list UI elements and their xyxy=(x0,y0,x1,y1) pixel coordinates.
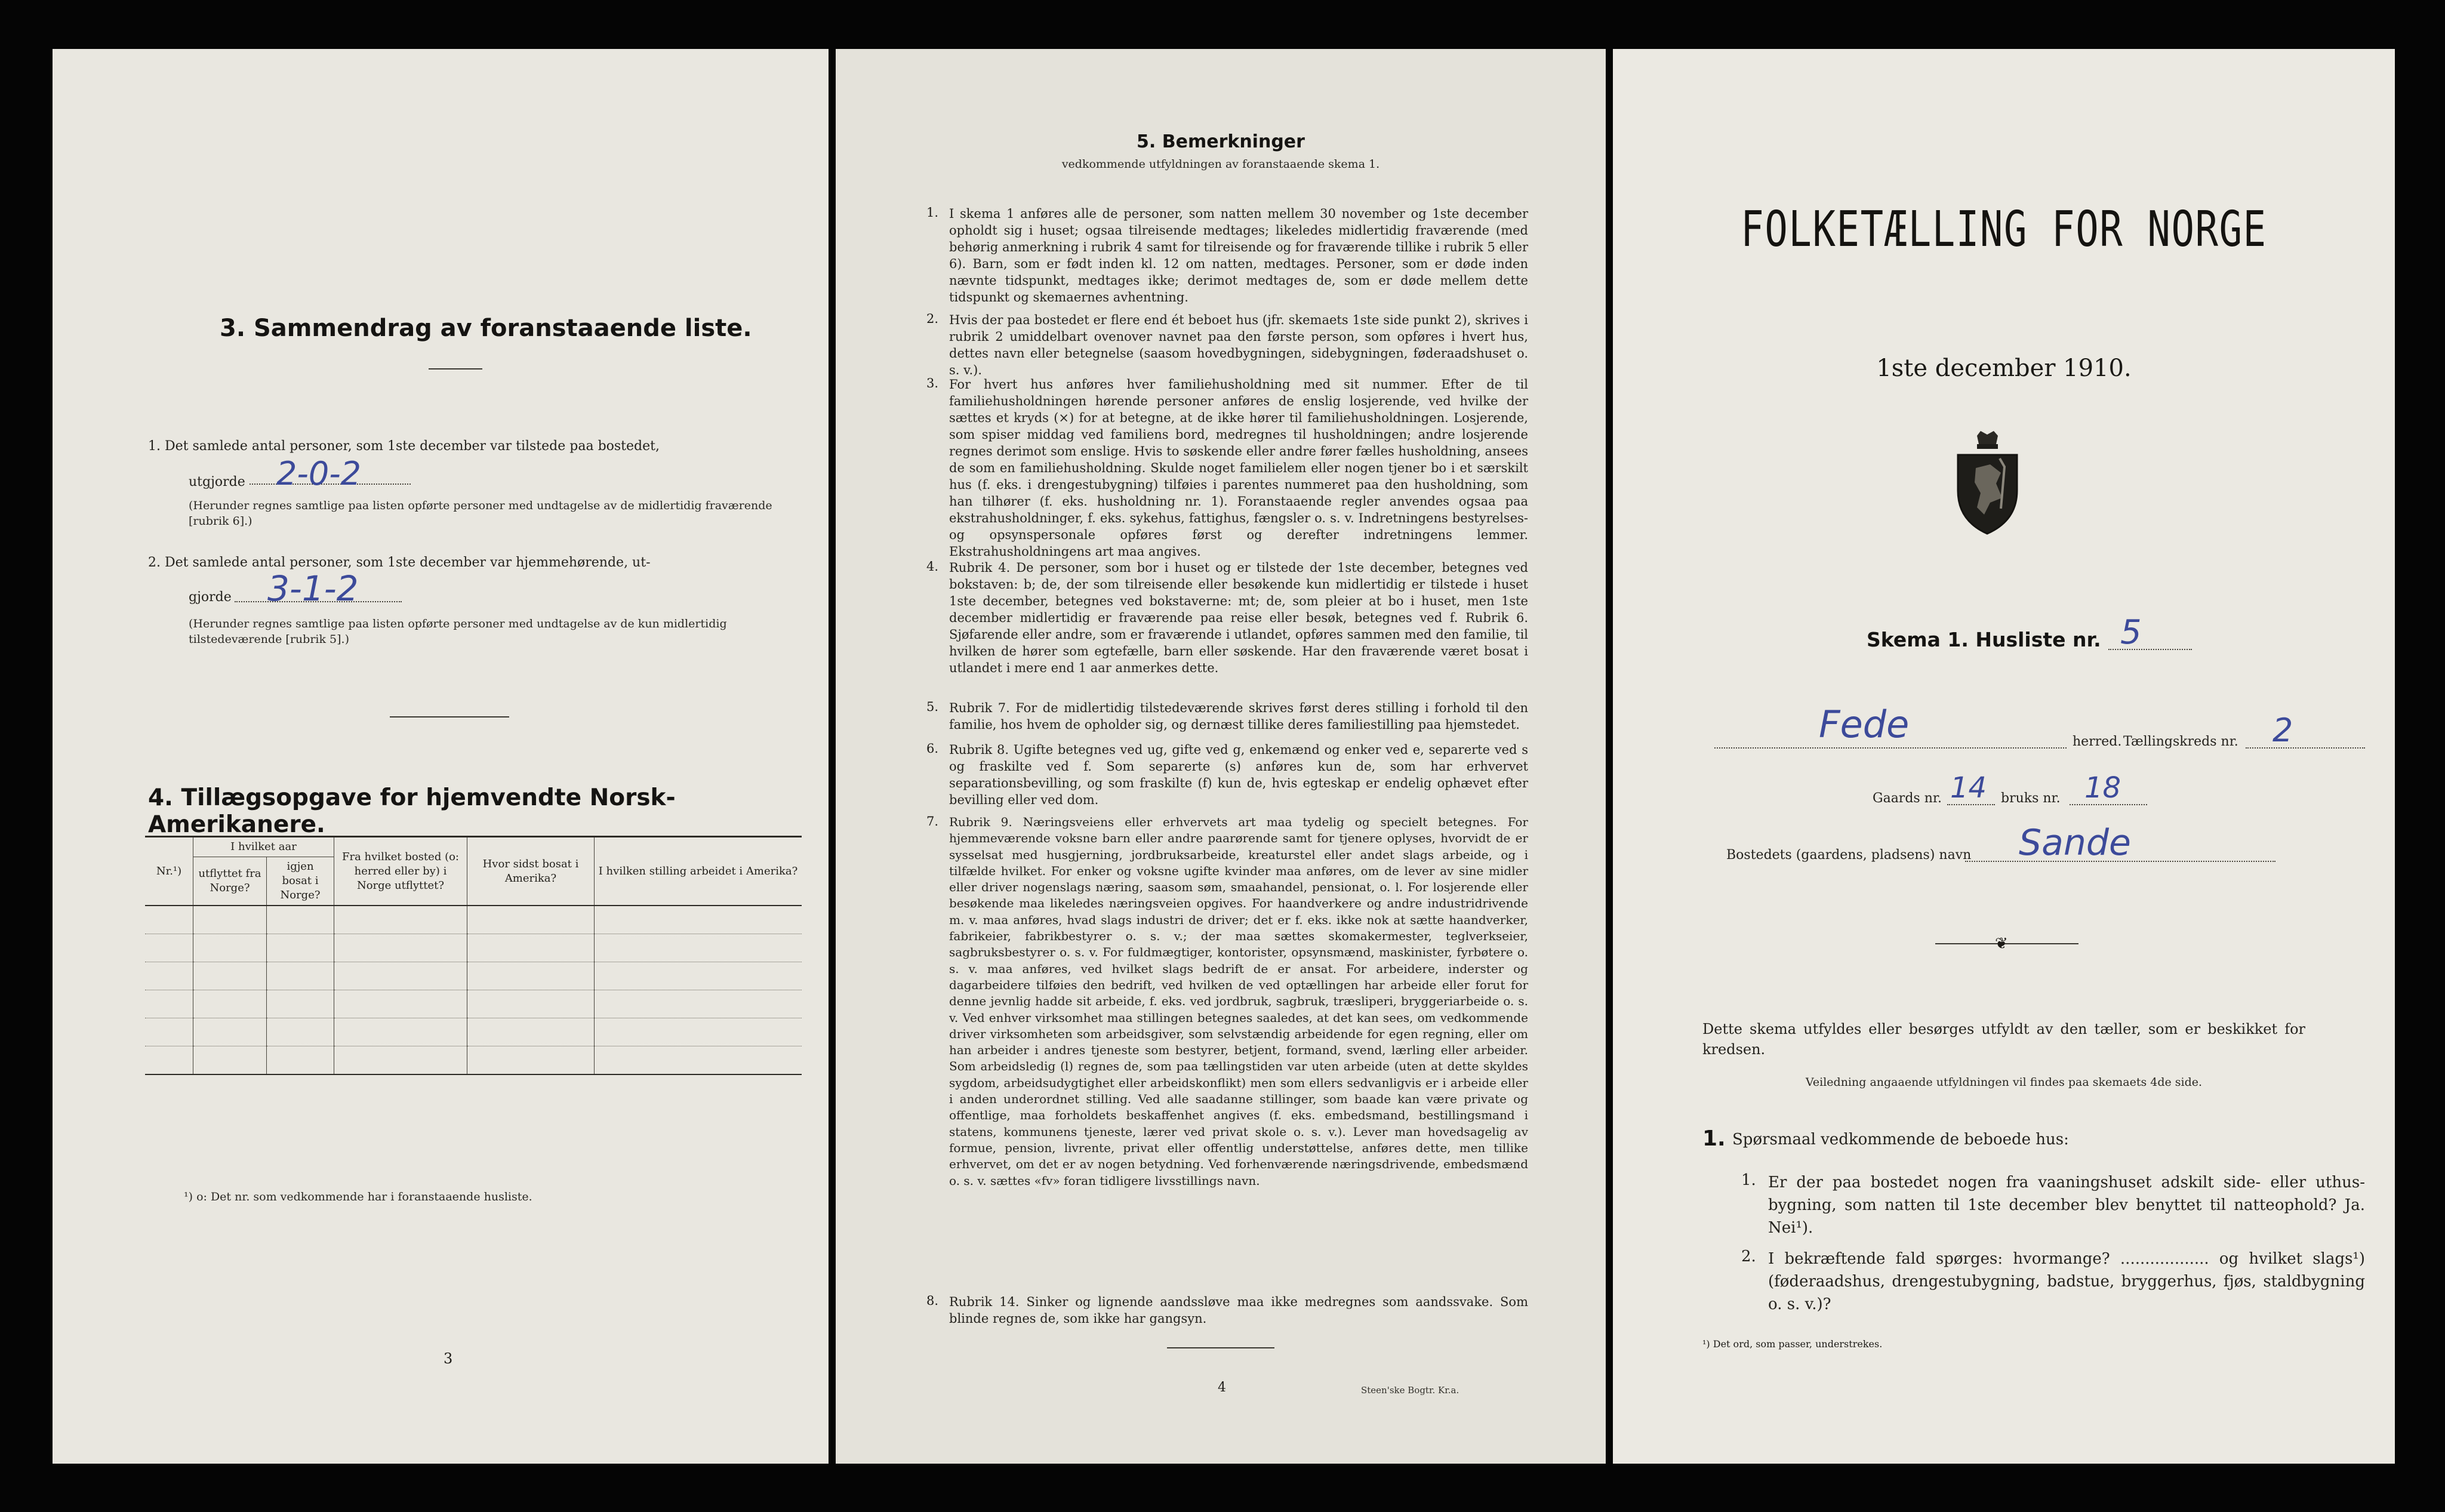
kreds-label: Tællingskreds nr. xyxy=(2123,734,2238,749)
col-stilling: I hvilken stilling arbeidet i Amerika? xyxy=(595,837,802,906)
item1-handwritten-value: 2-0-2 xyxy=(276,455,362,492)
footnote: ¹) Det ord, som passer, understrekes. xyxy=(1702,1338,1883,1350)
printer-mark: Steen'ske Bogtr. Kr.a. xyxy=(1361,1385,1459,1396)
page-middle xyxy=(836,49,1606,1464)
section4-footnote: ¹) o: Det nr. som vedkommende har i foranstaaende husliste. xyxy=(184,1190,532,1203)
section3-item2: 2. Det samlede antal personer, som 1ste december var hjemmehørende, ut- xyxy=(148,555,651,570)
section4-title: 4. Tillægsopgave for hjemvendte Norsk-Amerikanere. xyxy=(148,784,676,838)
item2-handwritten-value: 3-1-2 xyxy=(267,568,359,609)
bruks-value: 18 xyxy=(2084,771,2121,805)
bruks-label: bruks nr. xyxy=(2001,791,2061,806)
remark-item-5: Rubrik 7. For de midlertidig tilstedeværende skrives først deres stilling i forhold til den familie, hos hvem de opholder sig, og dernæst tillike deres familiestilling paa hjemstedet. xyxy=(949,701,1528,732)
dotted-line xyxy=(2246,747,2365,749)
item-number: 7. xyxy=(926,814,939,829)
item-number: 8. xyxy=(926,1294,939,1308)
item-number: 2. xyxy=(926,312,939,326)
table-row xyxy=(145,1018,802,1046)
remark-item-4: Rubrik 4. De personer, som bor i huset og er tilstede der 1ste december, betegnes ved bokstaven: b; de, der som tilreisende eller besøkende kun midlertidig er tilstede i huset 1ste december, betegnes ved bokstaverne: mt; de, som pleier at bo i huset, men 1ste december midlertidig er fraværende paa reise eller besøk, betegnes ved f. Rubrik 6. Sjøfarende eller andre, som er fraværende i utlandet, opføres sammen med den familie, til hvilken de hører som egtefælle, barn eller søskende. Har den fraværende været bosat i utlandet i mere end 1 aar anmerkes dette. xyxy=(949,561,1528,675)
question-1: Er der paa bostedet nogen fra vaaningshuset adskilt side- eller uthus-bygning, som natten til 1ste december blev benyttet til natteophold? Ja. Nei¹). xyxy=(1768,1174,2365,1237)
coat-of-arms-icon xyxy=(1953,431,2022,535)
col-nr: Nr.¹) xyxy=(145,837,193,906)
remark-item-1: I skema 1 anføres alle de personer, som natten mellem 30 november og 1ste december opholdt sig i huset; ogsaa tilreisende medtages; likeledes midlertidig fraværende (med behørig anmerkning i rubrik 4 samt for tilreisende og for fraværende tillike i rubrik 5 eller 6). Barn, som er født inden kl. 12 om natten, medtages. Personer, som er døde inden nævnte tidspunkt, medtages ikke; derimot medtages de, som er døde mellem dette tidspunkt og skemaernes avhentning. xyxy=(949,207,1528,304)
census-date: 1ste december 1910. xyxy=(1876,355,2132,382)
item-number: 4. xyxy=(926,559,939,574)
remark-item-8: Rubrik 14. Sinker og lignende aandssløve maa ikke medregnes som aandssvake. Som blinde regnes de, som ikke har gangsyn. xyxy=(949,1295,1528,1326)
question-heading-number: 1. xyxy=(1702,1126,1726,1151)
table-row xyxy=(145,990,802,1018)
item-number: 1. xyxy=(926,205,939,220)
husliste-nr-value: 5 xyxy=(2120,613,2142,652)
remark-item-3: For hvert hus anføres hver familiehusholdning med sit nummer. Efter de til familiehusholdningen hørende personer anføres de enslig losjerende, ved hvilke der sættes et kryds (×) for at betegne, at de ikke hører til familiehusholdningen. Losjerende, som spiser middag ved familiens bord, medregnes til husholdningen; andre losjerende regnes derimot som enslige. Hvis to søskende eller andre fører fælles husholdning, ansees de som en familiehusholdning. Skulde noget familielem eller nogen tjener bo i et særskilt hus (f. eks. i drengestubygning) tilføies i parentes nummeret paa den husholdning, som han tilhører (f. eks. husholdning nr. 1). Foranstaaende regler anvendes ogsaa paa ekstrahusholdninger, f. eks. sykehus, fattighus, fængsler o. s. v. Indretningens bestyrelses- og opsynspersonale opføres først og derefter indretningens lemmer. Ekstrahusholdningens art maa angives. xyxy=(949,377,1528,559)
remark-item-7: Rubrik 9. Næringsveiens eller erhvervets art maa tydelig og specielt betegnes. For hjemmeværende voksne barn eller andre paarørende samt for tjenere oplyses, hvorvidt de er sysselsat med husgjerning, jordbruksarbeide, kreaturstel eller andet slags arbeide, og i tilfælde hvilket. For enker og voksne ugifte kvinder maa anføres, om de lever av sine midler eller driver nogenslags næring, saasom søm, smaahandel, pensionat, o. l. For losjerende eller besøkende maa likeledes næringsveien opgives. For haandverkere og andre industridrivende m. v. maa anføres, hvad slags industri de driver; det er f. eks. ikke nok at sætte haandverker, fabrikeier, fabrikbestyrer o. s. v.; der maa sættes skomakermester, teglverkseier, sagbruksbestyrer o. s. v. For fuldmægtiger, kontorister, opsynsmænd, maskinister, fyrbøtere o. s. v. maa anføres, ved hvilket slags bedrift de er ansat. For arbeidere, inderster og dagarbeidere tilføies den bedrift, ved hvilken de ved optællingen har arbeide eller forut for denne jevnlig hadde sit arbeide, f. eks. ved jordbruk, sagbruk, træsliperi, bryggeriarbeide o. s. v. Ved enhver virksomhet maa stillingen betegnes saaledes, at det kan sees, om vedkommende driver virksomheten som arbeidsgiver, som selvstændig arbeidende for egen regning, eller om han arbeider i andres tjeneste som bestyrer, betjent, formand, svend, lærling eller arbeider. Som arbeidsledig (l) regnes de, som paa tællingstiden var uten arbeide (uten at dette skyldes sygdom, arbeidsudygtighet eller arbeidskonflikt) men som ellers sedvanligvis er i arbeide eller i anden underordnet stilling. Ved alle saadanne stillinger, som baade kan være private og offentlige, maa forholdets beskaffenhet angives (f. eks. embedsmand, bestillingsmand i statens, kommunens tjeneste, lærer ved privat skole o. s. v.). Lever man hovedsagelig av formue, pension, livrente, privat eller offentlig understøttelse, anføres dette, men tillike erhvervet, om det er av nogen betydning. Ved forhenværende næringsdrivende, embedsmænd o. s. v. sættes «fv» foran tidligere livsstillings navn. xyxy=(949,815,1528,1188)
bosted-value: Sande xyxy=(2019,822,2131,864)
table-row xyxy=(145,962,802,990)
divider xyxy=(390,716,509,717)
section3-item2-label: gjorde xyxy=(189,590,232,605)
table-row xyxy=(145,1046,802,1075)
col-group: I hvilket aar xyxy=(193,837,334,857)
ornament-icon: ❦ xyxy=(1995,935,2008,953)
divider xyxy=(429,368,482,369)
question-2-number: 2. xyxy=(1741,1248,1756,1265)
section3-title: 3. Sammendrag av foranstaaende liste. xyxy=(220,315,752,342)
kreds-value: 2 xyxy=(2272,712,2293,749)
remark-item-6: Rubrik 8. Ugifte betegnes ved ug, gifte ved g, enkemænd og enker ved e, separerte ved s og fraskilte ved f. Som separerte (s) anføres kun de, som har erhvervet separationsbevilling, og som fraskilte (f) kun de, hvis egteskap er endelig ophævet efter bevilling eller ved dom. xyxy=(949,743,1528,807)
gaards-value: 14 xyxy=(1950,771,1987,805)
item-number: 5. xyxy=(926,700,939,714)
herred-label: herred. xyxy=(2073,734,2122,749)
herred-value: Fede xyxy=(1819,703,1910,746)
schema-label: Skema 1. Husliste nr. xyxy=(1867,628,2101,651)
table-row xyxy=(145,906,802,934)
col-utflyttet: utflyttet fra Norge? xyxy=(193,857,267,906)
section4-table xyxy=(145,837,802,1075)
page-number: 3 xyxy=(444,1350,453,1367)
question-2: I bekræftende fald spørges: hvormange? .................. og hvilket slags¹) (føderaadshus, drengestubygning, badstue, bryggerhus, fjøs, staldbygning o. s. v.)? xyxy=(1768,1250,2365,1313)
section3-item1-label: utgjorde xyxy=(189,475,245,489)
item-number: 6. xyxy=(926,741,939,756)
instruction-small: Veiledning angaaende utfyldningen vil findes paa skemaets 4de side. xyxy=(1805,1076,2203,1089)
dotted-line xyxy=(1714,747,2067,749)
instruction-text: Dette skema utfyldes eller besørges utfyldt av den tæller, som er beskikket for kredsen. xyxy=(1702,1021,2305,1058)
table-row xyxy=(145,934,802,962)
gaards-label: Gaards nr. xyxy=(1873,791,1942,806)
page-left xyxy=(53,49,829,1464)
remarks-title: 5. Bemerkninger xyxy=(1137,131,1305,152)
question-1-number: 1. xyxy=(1741,1171,1756,1189)
section3-item1-note: (Herunder regnes samtlige paa listen opførte personer med undtagelse av de midlertidig fraværende [rubrik 6].) xyxy=(189,499,772,528)
question-heading: Spørsmaal vedkommende de beboede hus: xyxy=(1732,1131,2069,1148)
section4-table-wrap xyxy=(145,836,802,1075)
main-title: FOLKETÆLLING FOR NORGE xyxy=(1741,201,2267,258)
col-amerika: Hvor sidst bosat i Amerika? xyxy=(467,837,595,906)
remark-item-2: Hvis der paa bostedet er flere end ét beboet hus (jfr. skemaets 1ste side punkt 2), skrives i rubrik 2 umiddelbart ovenover navnet paa den første person, som opføres i hvert hus, dettes navn eller betegnelse (saasom hovedbygningen, sidebygningen, føderaadshuset o. s. v.). xyxy=(949,313,1528,377)
page-right xyxy=(1613,49,2395,1464)
remarks-subtitle: vedkommende utfyldningen av foranstaaende skema 1. xyxy=(1061,158,1380,171)
section3-item1: 1. Det samlede antal personer, som 1ste december var tilstede paa bostedet, xyxy=(148,439,660,454)
col-bosted: Fra hvilket bosted (o: herred eller by) i Norge utflyttet? xyxy=(334,837,467,906)
divider xyxy=(1167,1347,1274,1348)
item-number: 3. xyxy=(926,376,939,390)
page-number: 4 xyxy=(1218,1380,1226,1395)
col-bosat: igjen bosat i Norge? xyxy=(267,857,334,906)
bosted-label: Bostedets (gaardens, pladsens) navn xyxy=(1726,848,1972,863)
section3-item2-note: (Herunder regnes samtlige paa listen opførte personer med undtagelse av de kun midlertidig tilstedeværende [rubrik 5].) xyxy=(189,617,727,646)
